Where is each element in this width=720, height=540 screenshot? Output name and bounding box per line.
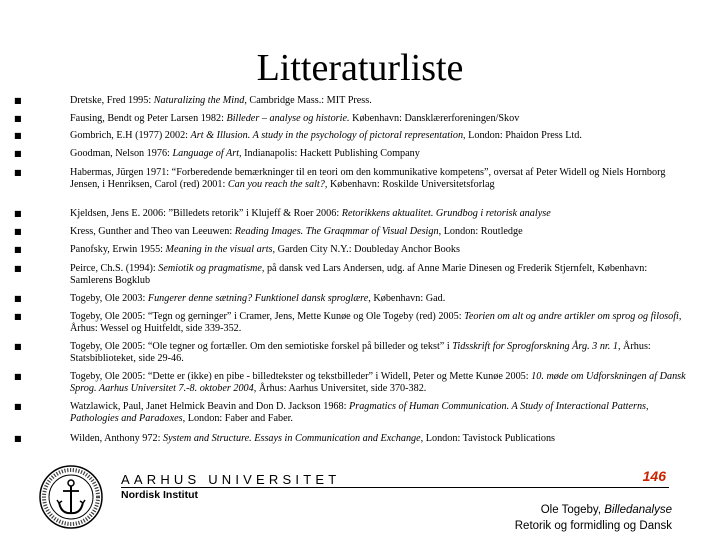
bullet-icon: ■ (14, 227, 22, 236)
bullet-icon: ■ (14, 264, 22, 273)
bullet-icon: ■ (14, 312, 22, 321)
bullet-icon: ■ (14, 149, 22, 158)
bullet-icon: ■ (14, 372, 22, 381)
reference-item: Togeby, Ole 2005: “Tegn og gerninger” i Cramer, Jens, Mette Kunøe og Ole Togeby (red) 2005: Teorien om alt og andre artikler om sprog og filosofi, Århus: Wessel og Huitfeldt, side 339-352. (70, 311, 682, 334)
institute-name: Nordisk Institut (121, 489, 199, 501)
reference-item: Togeby, Ole 2005: “Ole tegner og fortæller. Om den semiotiske forskel på billeder og tekst” i Tidsskrift for Sprogforskning Årg. 3 nr. 1, Århus: Statsbiblioteket, side 29-46. (70, 341, 651, 364)
university-seal-icon (38, 464, 104, 530)
bullet-icon: ■ (14, 131, 22, 140)
bullet-icon: ■ (14, 342, 22, 351)
page-title: Litteraturliste (256, 47, 464, 89)
reference-item: Habermas, Jürgen 1971: “Forberedende bemærkninger til en teori om den kommunikative kompetens”, oversat af Peter Widell og Niels Hornborg Jensen, i Henriksen, Carol (red) 2001: Can you reach the salt?, København: Roskilde Universitetsforlag (70, 167, 666, 190)
reference-item: Kjeldsen, Jens E. 2006: ”Billedets retorik” i Klujeff & Roer 2006: Retorikkens aktualitet. Grundbog i retorisk analyse (70, 208, 551, 219)
reference-item: Kress, Gunther and Theo van Leeuwen: Reading Images. The Graqmmar of Visual Design, London: Routledge (70, 226, 523, 237)
bullet-icon: ■ (14, 294, 22, 303)
author-line: Ole Togeby, Billedanalyse (540, 504, 672, 516)
reference-item: Watzlawick, Paul, Janet Helmick Beavin and Don D. Jackson 1968: Pragmatics of Human Communication. A Study of Interactional Patterns, Pathologies and Paradoxes, London: Faber and Faber. (70, 401, 649, 424)
reference-item: Goodman, Nelson 1976: Language of Art, Indianapolis: Hackett Publishing Company (70, 148, 420, 159)
reference-item: Gombrich, E.H (1977) 2002: Art & Illusion. A study in the psychology of pictoral representation, London: Phaidon Press Ltd. (70, 130, 582, 141)
reference-item: Togeby, Ole 2003: Fungerer denne sætning? Funktionel dansk sproglære, København: Gad. (70, 293, 446, 304)
footer-divider (121, 487, 669, 488)
bullet-icon: ■ (14, 114, 22, 123)
reference-item: Togeby, Ole 2005: “Dette er (ikke) en pibe - billedtekster og tekstbilleder” i Widell, Peter og Mette Kunøe 2005: 10. møde om Udforskningen af Dansk Sprog. Aarhus Universitet 7.-8. oktober 2004, Århus: Aarhus Universitet, side 370-382. (70, 371, 686, 394)
bullet-icon: ■ (14, 96, 22, 105)
course-line: Retorik og formidling og Dansk (514, 520, 672, 532)
reference-item: Fausing, Bendt og Peter Larsen 1982: Billeder – analyse og historie. København: Dansklærerforeningen/Skov (70, 113, 520, 124)
page-number: 146 (642, 468, 666, 484)
reference-item: Wilden, Anthony 972: System and Structure. Essays in Communication and Exchange, London: Tavistock Publications (70, 433, 556, 444)
bullet-icon: ■ (14, 402, 22, 411)
university-name: AARHUS UNIVERSITET (121, 472, 341, 487)
bullet-icon: ■ (14, 168, 22, 177)
bullet-icon: ■ (14, 209, 22, 218)
bullet-icon: ■ (14, 245, 22, 254)
bullet-icon: ■ (14, 434, 22, 443)
reference-item: Dretske, Fred 1995: Naturalizing the Mind, Cambridge Mass.: MIT Press. (70, 95, 372, 106)
reference-item: Peirce, Ch.S. (1994): Semiotik og pragmatisme, på dansk ved Lars Andersen, udg. af Anne Marie Dinesen og Frederik Stjernfelt, København: Samlerens Bogklub (70, 263, 648, 286)
reference-item: Panofsky, Erwin 1955: Meaning in the visual arts, Garden City N.Y.: Doubleday Anchor Books (70, 244, 460, 255)
